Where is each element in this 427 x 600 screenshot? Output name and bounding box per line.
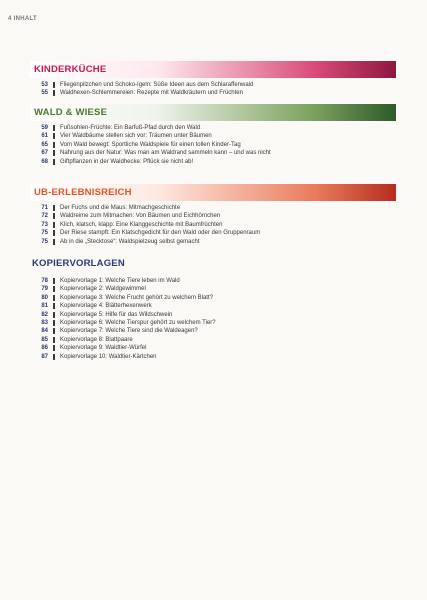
entry-title: Waldreime zum Mitmachen: Von Bäumen und Eichhörnchen: [60, 213, 221, 220]
toc-entry[interactable]: [30, 285, 396, 293]
toc-entry[interactable]: [30, 141, 396, 149]
page-number: 65: [41, 141, 48, 148]
page-number: 84: [41, 328, 48, 335]
separator-bar: [53, 239, 55, 245]
page-number: 83: [41, 320, 48, 327]
entry-title: Vom Wald bewegt: Sportliche Waldspiele für einen tollen Kinder-Tag: [60, 141, 241, 148]
section-wald-wiese: [30, 104, 396, 166]
entry-title: Der Riese stampft: Ein Klatschgedicht für den Wald oder den Gruppenraum: [60, 230, 261, 237]
separator-bar: [53, 303, 55, 309]
entry-title: Nahrung aus der Natur: Was man am Waldrand sammeln kann – und was nicht: [60, 150, 271, 157]
separator-bar: [53, 320, 55, 326]
section-header: WALD & WIESE: [30, 104, 396, 121]
toc-entry[interactable]: [30, 327, 396, 335]
entry-title: Kopiervorlage 1: Welche Tiere leben im Wald: [60, 278, 180, 284]
section-header: KOPIERVORLAGEN: [32, 258, 125, 269]
separator-bar: [53, 337, 55, 343]
page-number: 78: [41, 278, 48, 284]
separator-bar: [53, 159, 55, 165]
toc-entry[interactable]: [30, 81, 396, 89]
toc-entry[interactable]: [30, 124, 396, 132]
page-number: 53: [41, 82, 48, 88]
entry-title: Kopiervorlage 2: Waldgewimmel: [60, 286, 146, 293]
page-number: 82: [41, 311, 48, 318]
toc-entry[interactable]: [30, 229, 396, 237]
section-header: UB-ERLEBNISREICH: [30, 184, 396, 201]
entry-title: Kopiervorlage 6: Welche Tierspur gehört zu welchem Tier?: [60, 320, 216, 327]
separator-bar: [53, 150, 55, 156]
separator-bar: [53, 222, 55, 228]
toc-entry[interactable]: [30, 344, 396, 352]
toc-entry[interactable]: [30, 353, 396, 361]
entry-title: Vier Waldbäume stellen sich vor: Träumen unter Bäumen: [60, 133, 212, 140]
toc-entry[interactable]: [30, 212, 396, 220]
entry-list: [30, 277, 396, 361]
separator-bar: [53, 312, 55, 318]
page-number: 73: [41, 221, 48, 228]
entry-title: Kopiervorlage 7: Welche Tiere sind die Waldeagen?: [60, 328, 198, 335]
entry-title: Kopiervorlage 5: Hilfe für das Wildschwein: [60, 311, 173, 318]
page-number: 55: [41, 90, 48, 97]
entry-title: Kopiervorlage 4: Blätterhexenwerk: [60, 303, 152, 310]
entry-list: [30, 204, 396, 246]
separator-bar: [53, 328, 55, 334]
entry-title: Fliegenpilzchen und Schoko-Igeln: Süße Ideen aus dem Schlaraffenwald: [60, 82, 254, 88]
page-number: 68: [41, 158, 48, 165]
separator-bar: [53, 345, 55, 351]
entry-title: Waldhexen-Schlemmereien: Rezepte mit Waldkräutern und Früchten: [60, 90, 243, 97]
separator-bar: [53, 125, 55, 131]
section-ub-erlebnisreich: [30, 184, 396, 246]
entry-list: [30, 124, 396, 166]
separator-bar: [53, 295, 55, 301]
entry-title: Klich, klatsch, klapp: Eine Klanggeschichte mit Baumfrüchten: [60, 221, 223, 228]
separator-bar: [53, 230, 55, 236]
page-number: 87: [41, 353, 48, 360]
separator-bar: [53, 133, 55, 139]
page-number: 85: [41, 336, 48, 343]
separator-bar: [53, 278, 55, 284]
page-number: 72: [41, 213, 48, 220]
toc-entry[interactable]: [30, 89, 396, 97]
section-header: KINDERKÜCHE: [30, 61, 396, 78]
entry-title: Ab in die „Stecktose“: Waldspielzeug selbst gemacht: [60, 238, 200, 245]
separator-bar: [53, 354, 55, 360]
page-number: 71: [41, 205, 48, 211]
page-number: 61: [41, 133, 48, 140]
section-kopiervorlagen: [30, 255, 396, 361]
toc-entry[interactable]: [30, 132, 396, 140]
entry-title: Kopiervorlage 3: Welche Frucht gehört zu welchem Blatt?: [60, 294, 213, 301]
entry-title: Kopiervorlage 10: Waldtier-Kärtchen: [60, 353, 157, 360]
separator-bar: [53, 82, 55, 88]
page-number: 86: [41, 345, 48, 352]
page-number: 80: [41, 294, 48, 301]
page-number: 79: [41, 286, 48, 293]
toc-entry[interactable]: [30, 319, 396, 327]
toc-entry[interactable]: [30, 238, 396, 246]
toc-entry[interactable]: [30, 277, 396, 285]
toc-entry[interactable]: [30, 221, 396, 229]
entry-title: Fußsohlen-Früchte: Ein Barfuß-Pfad durch den Wald: [60, 125, 201, 131]
entry-title: Der Fuchs und die Maus: Mitmachgeschichte: [60, 205, 181, 211]
entry-title: Kopiervorlage 9: Waldtier-Würfel: [60, 345, 147, 352]
page-number: 75: [41, 238, 48, 245]
entry-title: Kopiervorlage 8: Blattpaare: [60, 336, 133, 343]
toc-entry[interactable]: [30, 204, 396, 212]
entry-title: Giftpflanzen in der Waldhecke: Pflück sie nicht ab!: [60, 158, 194, 165]
toc-entry[interactable]: [30, 294, 396, 302]
page-number: 59: [41, 125, 48, 131]
section-kinderkueche: [30, 61, 396, 98]
toc-entry[interactable]: [30, 311, 396, 319]
toc-entry[interactable]: [30, 149, 396, 157]
toc-entry[interactable]: [30, 336, 396, 344]
page-number: 75: [41, 230, 48, 237]
separator-bar: [53, 286, 55, 292]
separator-bar: [53, 90, 55, 96]
page-number: 67: [41, 150, 48, 157]
toc-entry[interactable]: [30, 302, 396, 310]
separator-bar: [53, 205, 55, 211]
toc-entry[interactable]: [30, 158, 396, 166]
separator-bar: [53, 142, 55, 148]
page-label: 4 INHALT: [8, 16, 37, 22]
separator-bar: [53, 213, 55, 219]
entry-list: [30, 81, 396, 98]
page-number: 81: [41, 303, 48, 310]
